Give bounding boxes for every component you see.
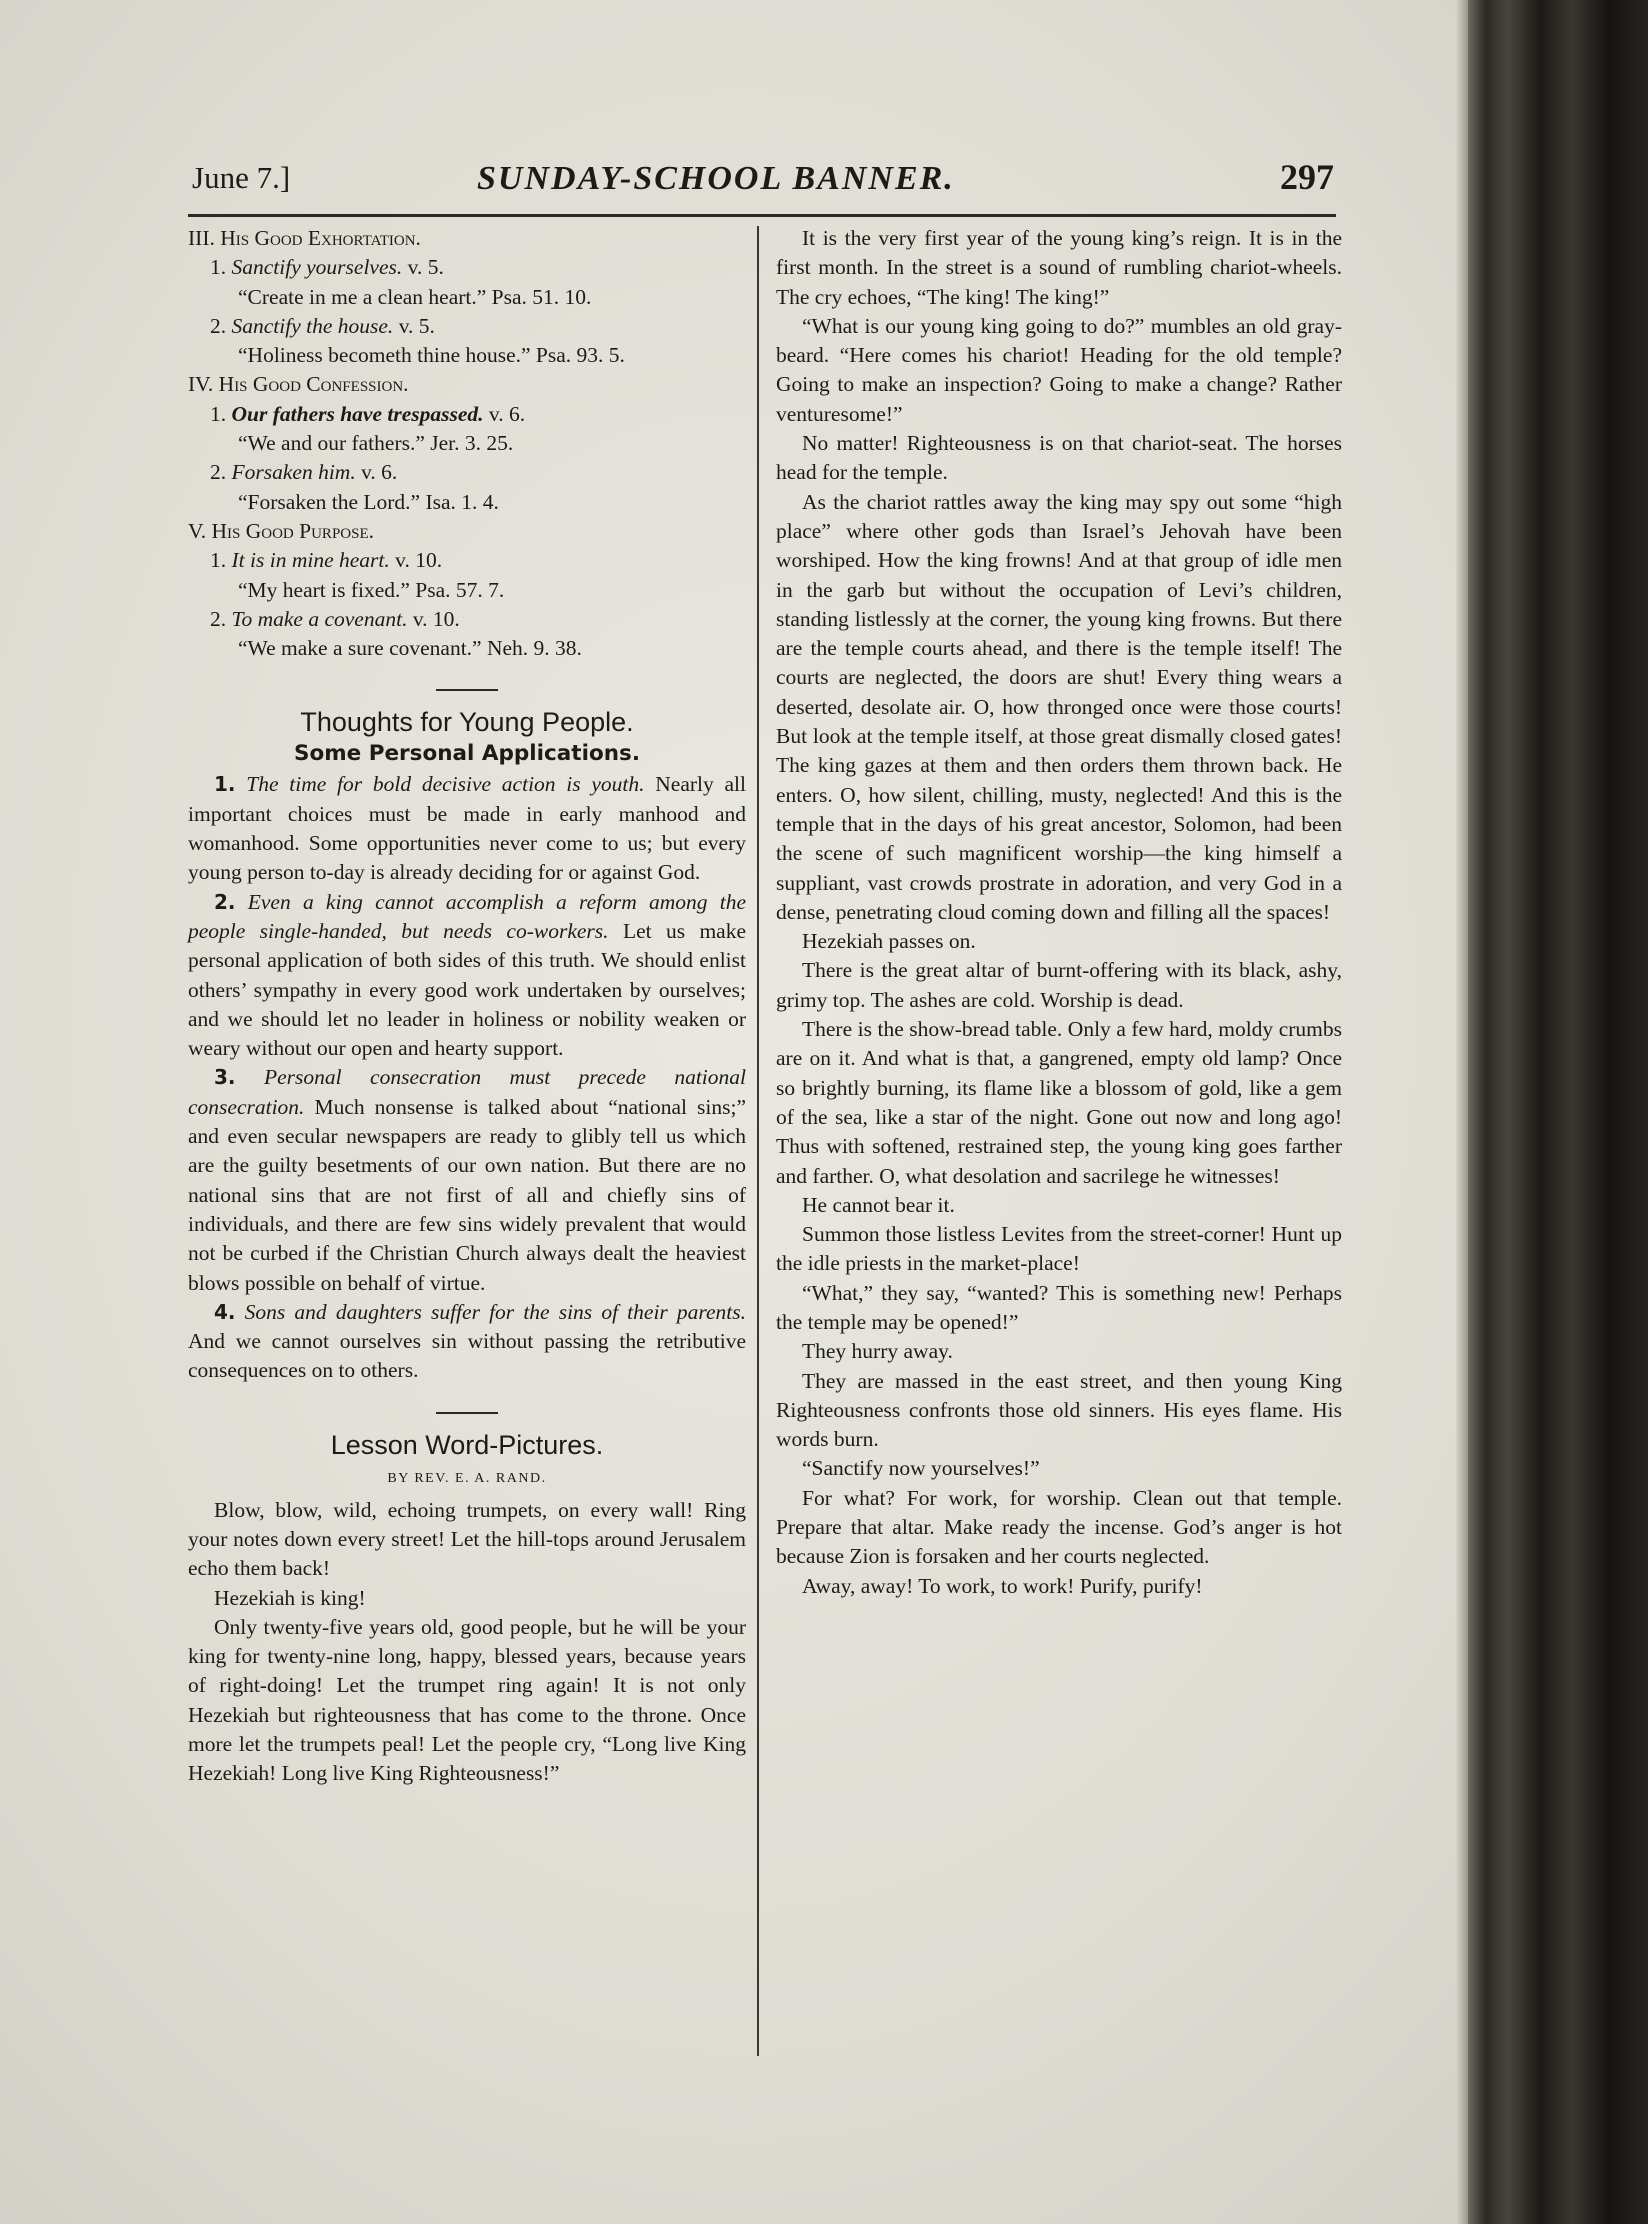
story-paragraph: They are massed in the east street, and then young King Righteousness confronts those old sinners. His eyes flame. His words burn.: [776, 1368, 1342, 1452]
thought-paragraph: 4. Sons and daughters suffer for the sins of their parents. And we cannot ourselves sin without passing the retributive consequences on to others.: [188, 1299, 747, 1383]
outline-heading: IV. His Good Confession.: [188, 372, 409, 397]
book-spine: [1468, 0, 1648, 2224]
story-paragraph: They hurry away.: [802, 1339, 953, 1364]
header-rule: [188, 214, 1336, 217]
outline-reference: “Holiness becometh thine house.” Psa. 93. 5.: [238, 343, 625, 368]
story-paragraph: Away, away! To work, to work! Purify, purify!: [802, 1573, 1203, 1598]
story-paragraph: Blow, blow, wild, echoing trumpets, on every wall! Ring your notes down every street! Let the hill-tops around Jerusalem echo them back!: [188, 1497, 746, 1581]
story-paragraph: It is the very first year of the young king’s reign. It is in the first month. In the street is a sound of rumbling chariot-wheels. The cry echoes, “The king! The king!”: [776, 226, 1342, 309]
story-paragraph: Hezekiah passes on.: [802, 929, 976, 954]
section-rule: [436, 689, 498, 691]
story-paragraph: Summon those listless Levites from the street-corner! Hunt up the idle priests in the market-place!: [776, 1222, 1342, 1276]
thought-paragraph: 3. Personal consecration must precede national consecration. Much nonsense is talked about “national sins;” and even secular newspapers are ready to glibly tell us which are the guilty besetments of our own nation. But there are no national sins that are not first of all and chiefly sins of individuals, and there are few sins widely prevalent that would not be curbed if the Christian Church always dealt the heaviest blows possible on behalf of virtue.: [188, 1065, 747, 1295]
outline-point: 2. To make a covenant. v. 10.: [210, 606, 460, 631]
outline-reference: “My heart is fixed.” Psa. 57. 7.: [238, 577, 505, 602]
outline-point: 1. It is in mine heart. v. 10.: [210, 548, 443, 573]
outline-reference: “We make a sure covenant.” Neh. 9. 38.: [238, 636, 582, 661]
thoughts-title: Thoughts for Young People.: [300, 707, 634, 738]
story-paragraph: “Sanctify now yourselves!”: [802, 1456, 1040, 1481]
byline: BY REV. E. A. RAND.: [387, 1470, 547, 1486]
story-paragraph: For what? For work, for worship. Clean out that temple. Prepare that altar. Make ready the incense. God’s anger is hot because Zion is forsaken and her courts neglected.: [776, 1485, 1342, 1569]
column-divider: [757, 226, 759, 2056]
section-rule: [436, 1412, 498, 1414]
header-date: June 7.]: [192, 160, 291, 195]
thought-paragraph: 1. The time for bold decisive action is youth. Nearly all important choices must be made in early manhood and womanhood. Some opportunities never come to us; but every young person to-day is already deciding for or against God.: [188, 772, 746, 885]
story-paragraph: There is the show-bread table. Only a few hard, moldy crumbs are on it. And what is that, a gangrened, empty old lamp? Once so brightly burning, its flame like a blossom of gold, like a gem of the sea, like a star of the night. Gone out now and long ago! Thus with softened, restrained step, the young king goes farther and farther. O, what desolation and sacrilege he witnesses!: [776, 1017, 1342, 1188]
story-paragraph: As the chariot rattles away the king may spy out some “high place” where other gods than Israel’s Jehovah have been worshiped. How the king frowns! And at that group of idle men in the garb but without the occupation of Levi’s children, standing listlessly at the corner, the young king frowns. But there are the temple courts ahead, and there is the temple itself! The courts are neglected, the doors are shut! Every thing wears a deserted, desolate air. O, how thronged once were those courts! But look at the temple itself, at those great dismally closed gates! The king gazes at them and then orders them thrown back. He enters. O, how silent, chilling, musty, neglected! And this is the temple that in the days of his great ancestor, Solomon, had been the scene of such magnificent worship—the king himself a suppliant, vast crowds prostrate in adoration, and very God in a dense, penetrating cloud coming down and filling all the spaces!: [776, 489, 1342, 924]
story-paragraph: He cannot bear it.: [802, 1192, 955, 1217]
outline-point: 2. Forsaken him. v. 6.: [210, 460, 398, 485]
story-paragraph: There is the great altar of burnt-offering with its black, ashy, grimy top. The ashes are cold. Worship is dead.: [776, 958, 1342, 1012]
word-pictures-title: Lesson Word-Pictures.: [330, 1429, 604, 1460]
outline-heading: V. His Good Purpose.: [188, 518, 374, 543]
outline-reference: “Create in me a clean heart.” Psa. 51. 10.: [238, 284, 592, 309]
outline-point: 1. Sanctify yourselves. v. 5.: [210, 255, 444, 280]
header-title: SUNDAY-SCHOOL BANNER.: [477, 160, 955, 197]
story-paragraph: “What,” they say, “wanted? This is something new! Perhaps the temple may be opened!”: [776, 1280, 1342, 1334]
right-column: [776, 224, 1342, 1601]
lesson-outline: [188, 224, 746, 663]
page-number: 297: [1280, 157, 1334, 197]
outline-heading: III. His Good Exhortation.: [188, 226, 421, 250]
outline-point: 2. Sanctify the house. v. 5.: [210, 313, 435, 338]
outline-point: 1. Our fathers have trespassed. v. 6.: [210, 401, 526, 426]
story-paragraph: “What is our young king going to do?” mumbles an old gray-beard. “Here comes his chariot! Heading for the old temple? Going to make an inspection? Going to make a change? Rather venturesome!”: [776, 313, 1342, 426]
story-paragraph: Hezekiah is king!: [214, 1585, 366, 1610]
outline-reference: “We and our fathers.” Jer. 3. 25.: [238, 431, 514, 456]
thought-paragraph: 2. Even a king cannot accomplish a reform among the people single-handed, but needs co-workers. Let us make personal application of both sides of this truth. We should enlist others’ sympathy in every good work undertaken by ourselves; and we should let no leader in holiness or nobility weaken or weary without our open and hearty support.: [188, 889, 747, 1061]
left-column: [188, 224, 746, 1789]
running-header: [192, 157, 1334, 200]
story-paragraph: No matter! Righteousness is on that chariot-seat. The horses head for the temple.: [776, 431, 1342, 485]
thoughts-subtitle: Some Personal Applications.: [293, 741, 640, 767]
story-paragraph: Only twenty-five years old, good people, but he will be your king for twenty-nine long, happy, blessed years, because years of right-doing! Let the trumpet ring again! It is not only Hezekiah but righteousness that has come to the throne. Once more let the trumpets peal! Let the people cry, “Long live King Hezekiah! Long live King Righteousness!”: [188, 1614, 746, 1786]
outline-reference: “Forsaken the Lord.” Isa. 1. 4.: [238, 489, 499, 514]
